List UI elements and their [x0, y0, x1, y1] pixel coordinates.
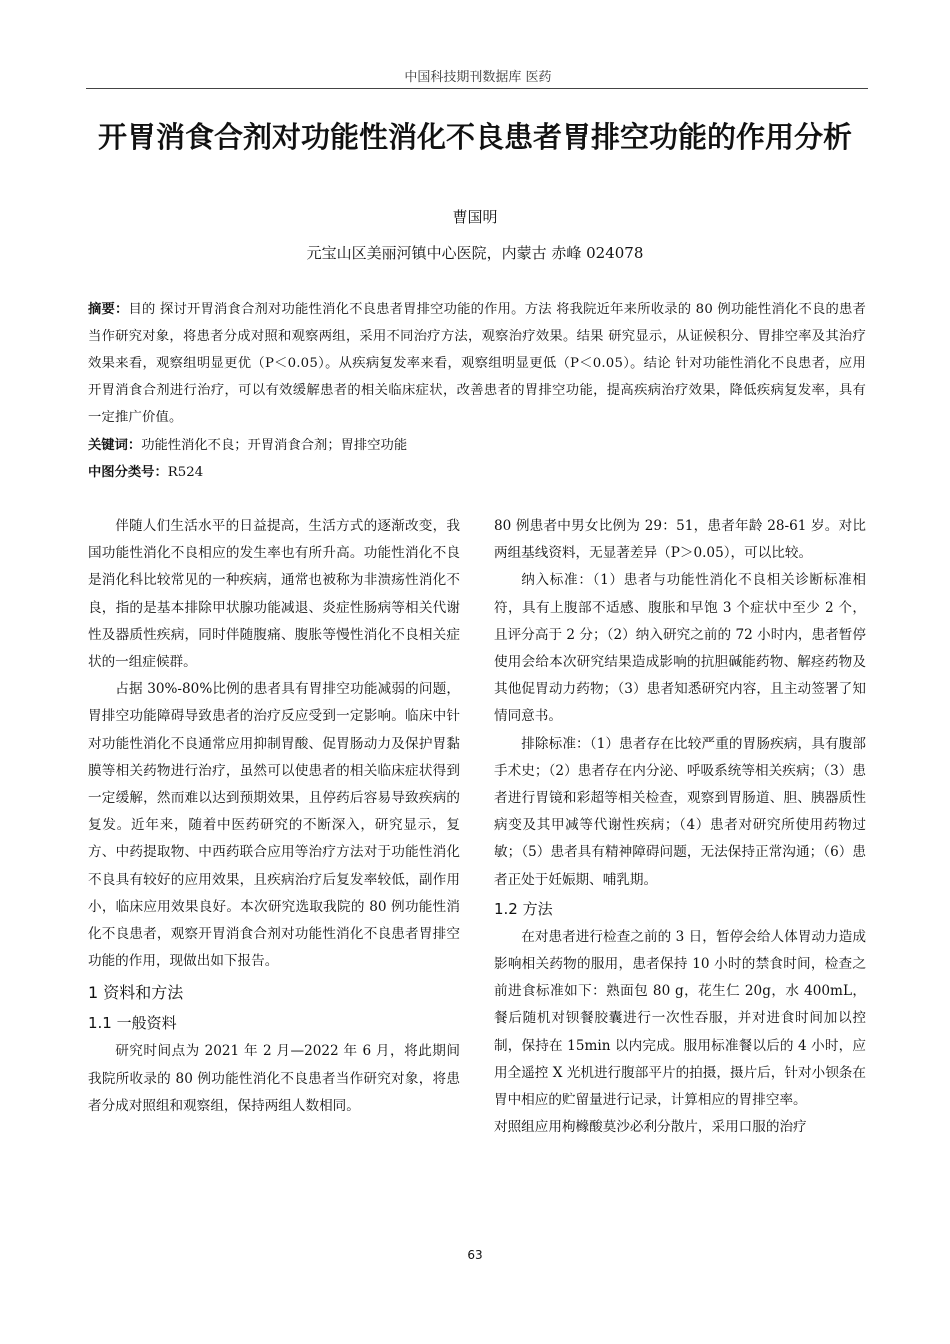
keywords-text: 功能性消化不良；开胃消食合剂；胃排空功能: [141, 438, 408, 453]
exclusion-criteria: 排除标准：（1）患者存在比较严重的胃肠疾病，具有腹部手术史；（2）患者存在内分泌、呼吸系统等相关疾病；（3）患者进行胃镜和彩超等相关检查，观察到胃肠道、胆、胰器质性病变及其甲减等代谢性疾病；（4）患者对研究所使用药物过敏；（5）患者具有精神障碍问题，无法保持正常沟通；（6）患者正处于妊娠期、哺乳期。: [494, 735, 866, 888]
author: 曹国明: [452, 208, 498, 226]
classification-text: R524: [167, 465, 204, 480]
right-column: [494, 513, 866, 1141]
subsection-heading-methods: 1.2 方法: [494, 899, 553, 918]
section-heading-materials-methods: 1 资料和方法: [88, 983, 184, 1003]
classification: [88, 459, 866, 486]
paper-title: 开胃消食合剂对功能性消化不良患者胃排空功能的作用分析: [97, 120, 852, 154]
methods-paragraph: 在对患者进行检查之前的 3 日，暂停会给人体胃动力造成影响相关药物的服用，患者保持 10 小时的禁食时间，检查之前进食标准如下：熟面包 80 g，花生仁 20g，水 400mL，餐后随机对钡餐胶囊进行一次性吞服，并对进食时间加以控制，保持在 15min 以内完成。服用标准餐以后的 4 小时，应用全遥控 X 光机进行腹部平片的拍摄，摄片后，针对小钡条在胃中相应的贮留量进行记录，计算相应的胃排空率。: [494, 928, 866, 1109]
abstract-text: 目的 探讨开胃消食合剂对功能性消化不良患者胃排空功能的作用。方法 将我院近年来所收录的 80 例功能性消化不良的患者当作研究对象，将患者分成对照和观察两组，采用不同治疗方法，观察治疗效果。结果 研究显示，从证候积分、胃排空率及其治疗效果来看，观察组明显更优（P＜0.05）。从疾病复发率来看，观察组明显更低（P＜0.05）。结论 针对功能性消化不良患者，应用开胃消食合剂进行治疗，可以有效缓解患者的相关临床症状，改善患者的胃排空功能，提高疾病治疗效果，降低疾病复发率，具有一定推广价值。: [88, 302, 866, 425]
abstract: [88, 296, 866, 431]
general-data-continued: 80 例患者中男女比例为 29：51，患者年龄 28-61 岁。对比两组基线资料，无显著差异（P＞0.05），可以比较。: [494, 518, 866, 562]
keywords-label: 关键词：: [88, 438, 142, 453]
header-divider: [86, 88, 868, 89]
intro-paragraph-1: 伴随人们生活水平的日益提高，生活方式的逐渐改变，我国功能性消化不良相应的发生率也有所升高。功能性消化不良是消化科比较常见的一种疾病，通常也被称为非溃疡性消化不良，指的是基本排除甲状腺功能减退、炎症性肠病等相关代谢性及器质性疾病，同时伴随腹痛、腹胀等慢性消化不良相关症状的一组症候群。: [88, 518, 460, 671]
affiliation: 元宝山区美丽河镇中心医院，内蒙古 赤峰 024078: [306, 244, 644, 262]
page-number: 63: [467, 1248, 483, 1262]
keywords: [88, 432, 866, 459]
classification-label: 中图分类号：: [88, 465, 168, 480]
left-column: [88, 513, 460, 1120]
journal-header: 中国科技期刊数据库 医药: [404, 70, 552, 85]
subsection-heading-general-data: 1.1 一般资料: [88, 1014, 177, 1033]
abstract-label: 摘要：: [88, 302, 129, 317]
intro-paragraph-2: 占据 30%-80%比例的患者具有胃排空功能减弱的问题，胃排空功能障碍导致患者的治疗反应受到一定影响。临床中针对功能性消化不良通常应用抑制胃酸、促胃肠动力及保护胃黏膜等相关药物进行治疗，虽然可以使患者的相关临床症状得到一定缓解，然而难以达到预期效果，且停药后容易导致疾病的复发。近年来，随着中医药研究的不断深入，研究显示，复方、中药提取物、中西药联合应用等治疗方法对于功能性消化不良具有较好的应用效果，且疾病治疗后复发率较低，副作用小，临床应用效果良好。本次研究选取我院的 80 例功能性消化不良患者，观察开胃消食合剂对功能性消化不良患者胃排空功能的作用，现做出如下报告。: [88, 681, 460, 970]
general-data-paragraph: 研究时间点为 2021 年 2 月—2022 年 6 月，将此期间我院所收录的 80 例功能性消化不良患者当作研究对象，将患者分成对照组和观察组，保持两组人数相同。: [88, 1043, 460, 1114]
control-group-paragraph: 对照组应用枸橼酸莫沙必利分散片，采用口服的治疗: [494, 1119, 807, 1136]
inclusion-criteria: 纳入标准：（1）患者与功能性消化不良相关诊断标准相符，具有上腹部不适感、腹胀和早饱 3 个症状中至少 2 个，且评分高于 2 分；（2）纳入研究之前的 72 小时内，患者暂停使用会给本次研究结果造成影响的抗胆碱能药物、解痉药物及其他促胃动力药物；（3）患者知悉研究内容，且主动签署了知情同意书。: [494, 572, 866, 725]
